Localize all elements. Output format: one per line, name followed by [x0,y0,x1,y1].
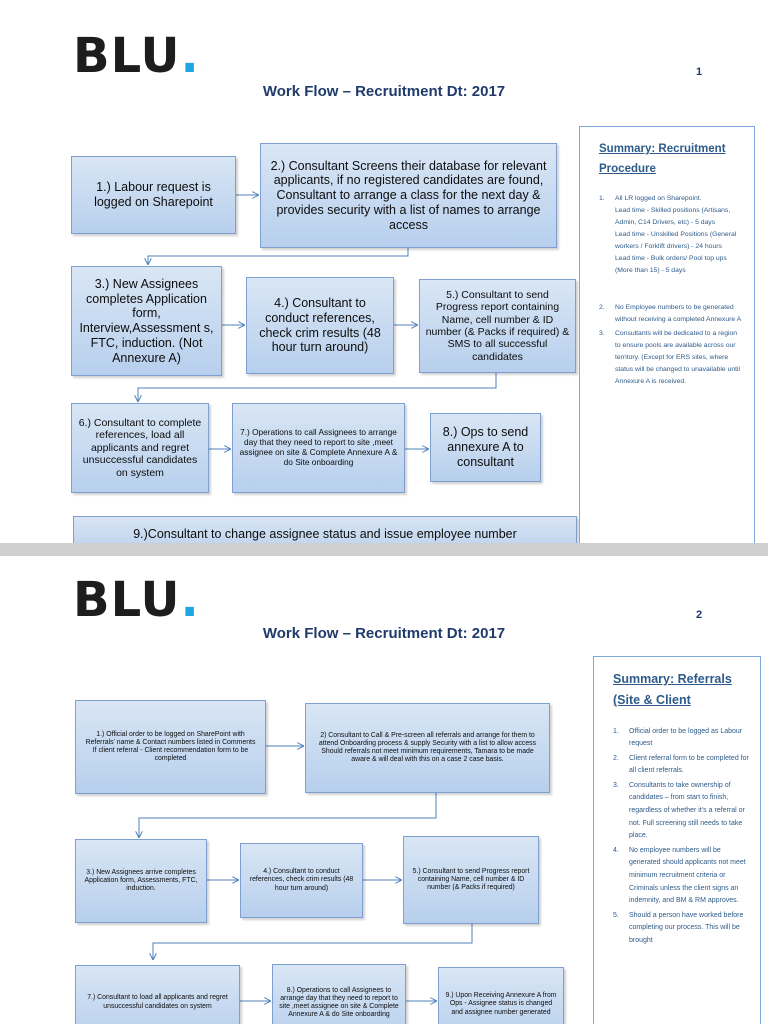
step-1-box: 1.) Labour request is logged on Sharepoint [71,156,236,234]
summary-title: Summary: Referrals (Site & Client [613,672,732,708]
step-3-box: 3.) New Assignees completes Application form, Interview,Assessment s, FTC, induction. (Not Annexure A) [71,266,222,376]
step-5-box: 5.) Consultant to send Progress report containing Name, cell number & ID number (& Packs if required) & SMS to all successful candidates [419,279,576,373]
summary-item: 1. All LR logged on Sharepoint. Lead time - Skilled positions (Artisans, Admin, C14 Drivers, etc) - 5 days Lead time - Unskilled Positions (General workers / Forklift drivers) - 24 hours Lead time - Bulk orders/ Pool top ups (More than 15) - 5 days [599,195,737,274]
summary-panel [579,126,755,543]
step-4-box: 4.) Consultant to conduct references, check crim results (48 hour turn around) [246,277,394,374]
summary-item: 2. Client referral form to be completed for all client referrals. [613,754,749,775]
step-3-box: 3.) New Assignees arrive completes Application form, Assessments, FTC, induction. [75,839,207,923]
arrow-5-7 [153,924,472,959]
arrow-5-6 [138,373,496,401]
page-title: Work Flow – Recruitment Dt: 2017 [262,625,506,642]
summary-item: 3. Consultants to take ownership of candidates – from start to finish, regardless of whether it’s a referral or not. Full screening still needs to take place. [613,781,745,840]
summary-list [599,193,744,387]
summary-item: 2. No Employee numbers to be generated without receiving a completed Annexure A [599,304,742,324]
step-2-box: 2) Consultant to Call & Pre-screen all referrals and arrange for them to attend Onboarding process & supply Security with a list to allow access Should referrals not meet minimum requirements, Tamara to be made aware & will deal with this on a case 2 case basis. [305,703,550,793]
arrow-2-3 [139,793,436,837]
step-8-box: 8.) Ops to send annexure A to consultant [430,413,541,482]
summary-item: 5. Should a person have worked before completing our process. This will be brought [613,911,744,944]
summary-title: Summary: Recruitment Procedure [599,143,726,176]
summary-panel [593,656,761,1024]
step-7-box: 7.) Consultant to load all applicants and regret unsuccessful candidates on system [75,965,240,1024]
blu-logo: BLU. [73,28,200,84]
step-5-box: 5.) Consultant to send Progress report containing Name, cell number & ID number (& Packs if required) [403,836,539,924]
step-1-box: 1.) Official order to be logged on SharePoint with Referrals’ name & Contact numbers listed in Comments If client referral - Client recommendation form to be completed [75,700,266,794]
step-8-box: 8.) Operations to call Assignees to arrange day that they need to report to site ,meet assignee on site & Complete Annexure A & do Site onboarding [272,964,406,1024]
page-number: 2 [696,609,703,621]
summary-item: 4. No employee numbers will be generated should applicants not meet minimum recruitment criteria or Criminals unless the client signs an indemnity, and BM & RM approves. [613,846,746,905]
step-6-box: 6.) Consultant to complete references, load all applicants and regret unsuccessful candidates on system [71,403,209,493]
step-7-box: 7.) Operations to call Assignees to arrange day that they need to report to site ,meet assignee on site & Complete Annexure A & do Site onboarding [232,403,405,493]
arrow-2-3 [148,248,408,264]
summary-item: 3. Consultants will be dedicated to a region to ensure pools are available across our territory. (Except for ERS sites, where status will be changed to unavailable until Annexure A is received. [599,330,741,385]
summary-list [613,726,750,948]
page-title: Work Flow – Recruitment Dt: 2017 [262,83,506,100]
page-number: 1 [696,66,703,78]
step-9-box: 9.)Consultant to change assignee status and issue employee number [73,516,577,543]
step-2-box: 2.) Consultant Screens their database for relevant applicants, if no registered candidates are found, Consultant to arrange a class for the next day & provides security with a list of names to arrange access [260,143,557,248]
page-2 [0,556,768,1024]
summary-item: 1. Official order to be logged as Labour request [613,727,743,748]
step-9-box: 9.) Upon Receiving Annexure A from Ops - Assignee status is changed and assignee number generated [438,967,564,1024]
blu-logo: BLU. [73,572,200,628]
step-4-box: 4.) Consultant to conduct references, check crim results (48 hour turn around) [240,843,363,918]
